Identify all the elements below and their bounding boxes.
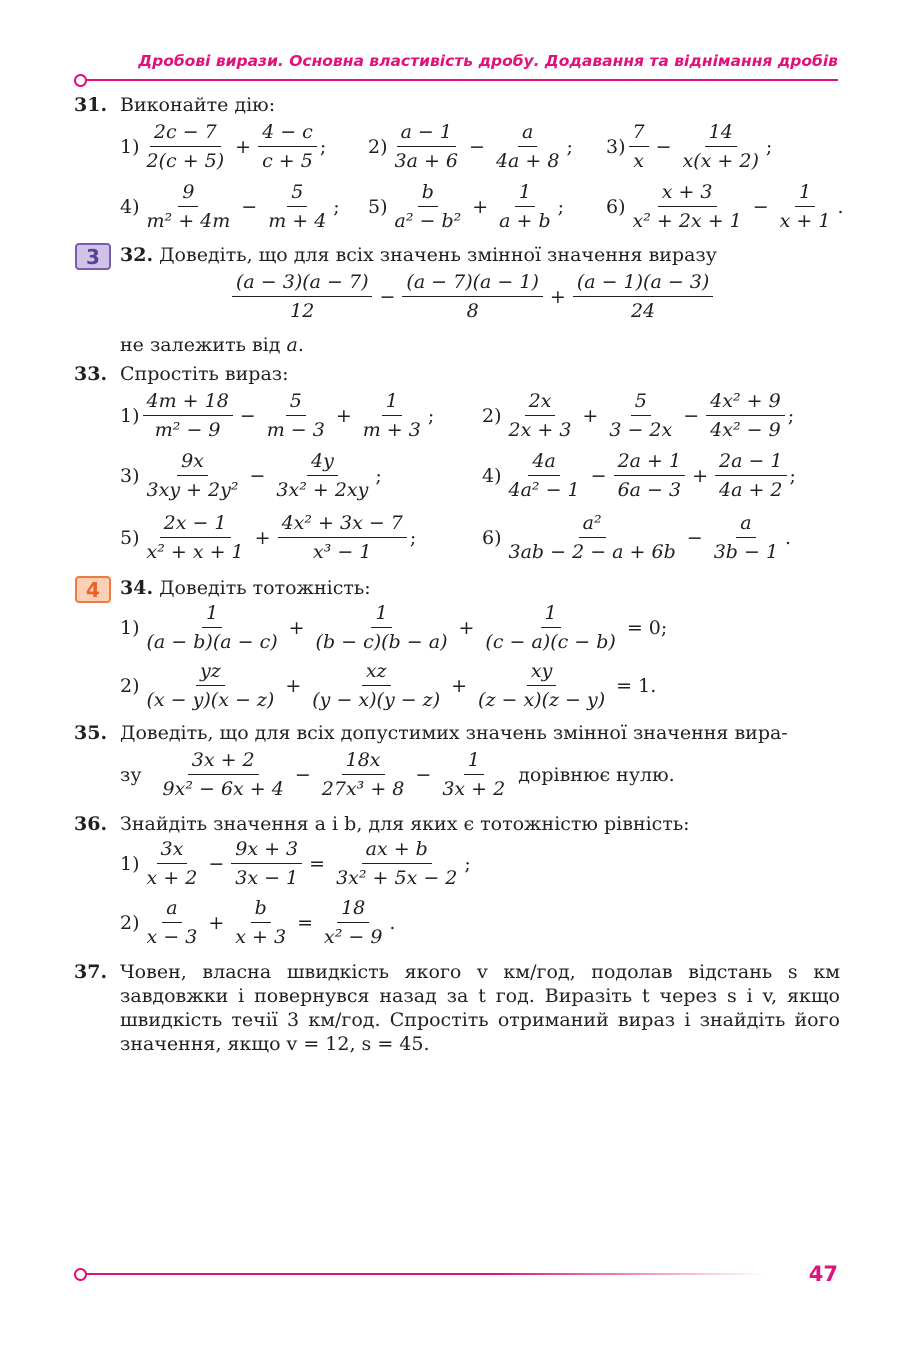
- problem-number: 32.: [120, 244, 154, 266]
- difficulty-level-badge: 4: [75, 576, 111, 603]
- exercise-item: 1) 2c − 7 2(c + 5) + $\frac{4 - c}{c + 5}$ ;: [120, 121, 327, 172]
- running-header: Дробові вирази. Основна властивість дробу. Додавання та віднімання дробів: [138, 52, 838, 70]
- exercise-expression: зу 3x + 2 9x² − 6x + 4 − $\frac{18x}{\text{27x³ + 8}}$ − $\frac{1}{3x + 2}$ дорівнює нулю.: [120, 749, 675, 800]
- exercise-item: 2) yz (x − y)(x − z) + $\frac{xz}{(y - x)(y - z)}$ + $\frac{xy}{(z - x)(z - y)}$ = 1.: [120, 660, 657, 711]
- problem-number: 37.: [74, 961, 108, 983]
- problem-text: Доведіть тотожність:: [159, 577, 371, 599]
- exercise-expression: (a − 3)(a − 7) 12 − $\frac{(a - 7)(a - 1)}{8}$ + $\frac{(a - 1)(a - 3)}{24}$: [229, 270, 716, 323]
- exercise-item: 1) 4m + 18 m² − 9 − $\frac{5}{m - 3}$ + $\frac{1}{m + 3}$ ;: [120, 390, 435, 441]
- exercise-item: 1) 1 (a − b)(a − c) + $\frac{1}{(b - c)(b - a)}$ + $\frac{1}{(c - a)(c - b)}$ = 0;: [120, 602, 668, 653]
- problem-text: Знайдіть значення a і b, для яких є тотожністю рівність:: [120, 813, 690, 835]
- problem-text: Спростіть вираз:: [120, 363, 289, 385]
- exercise-item: 5) b a² − b² + $\frac{1}{a + b}$ ;: [368, 181, 565, 232]
- page-number: 47: [808, 1262, 838, 1286]
- exercise-item: 4) 9 m² + 4m − $\frac{5}{m + 4}$ ;: [120, 181, 340, 232]
- exercise-item: 2) a − 1 3a + 6 − $\frac{a}{4a + 8}$ ;: [368, 121, 573, 172]
- problem-number: 34.: [120, 577, 154, 599]
- problem-number: 31.: [74, 94, 108, 116]
- problem-text: Доведіть, що для всіх значень змінної значення виразу: [159, 244, 717, 266]
- exercise-item: 2) 2x 2x + 3 + $\frac{5}{3 - 2x}$ − $\frac{\text{4x² + 9}}{\text{4x² − 9}}$ ;: [482, 390, 795, 441]
- header-rule: [86, 79, 838, 81]
- exercise-item: 6) a² 3ab − 2 − a + 6b − $\frac{a}{3b - 1}$ .: [482, 512, 792, 563]
- problem-text: Виконайте дію:: [120, 94, 276, 116]
- exercise-item: 1) 3x x + 2 − $\frac{9x + 3}{3x - 1}$ = $\frac{ax + b}{\text{3x² + 5x − 2}}$ ;: [120, 838, 471, 889]
- problem-number: 35.: [74, 722, 108, 744]
- problem-number: 36.: [74, 813, 108, 835]
- difficulty-level-badge: 3: [75, 243, 111, 270]
- problem-text: Доведіть, що для всіх допустимих значень змінної значення вира-: [120, 722, 788, 744]
- footer-rule: [86, 1273, 766, 1275]
- problem-text: Човен, власна швидкість якого v км/год, подолав відстань s км завдовжки і повернувся назад за t год. Виразіть t через s і v, якщо швидкість течії 3 км/год. Спростіть отриманий вираз і знайдіть його значення, якщо v = 12, s = 45.: [120, 961, 840, 1055]
- exercise-item: 3) 9x 3xy + 2y² − $\frac{4y}{\text{3x² + 2xy}}$ ;: [120, 450, 382, 501]
- exercise-item: 2) a x − 3 + $\frac{b}{x + 3}$ = $\frac{18}{\text{x² − 9}}$ .: [120, 897, 396, 948]
- exercise-item: 6) x + 3 x² + 2x + 1 − $\frac{1}{x + 1}$ .: [606, 181, 844, 232]
- exercise-item: 4) 4a 4a² − 1 − $\frac{2a + 1}{6a - 3}$ + $\frac{2a - 1}{4a + 2}$ ;: [482, 450, 796, 501]
- exercise-item: 5) 2x − 1 x² + x + 1 + $\frac{\text{4x² + 3x − 7}}{\text{x³ − 1}}$ ;: [120, 512, 417, 563]
- problem-text: не залежить від: [120, 334, 281, 356]
- problem-number: 33.: [74, 363, 108, 385]
- exercise-item: 3) 7 x − $\frac{14}{x(x + 2)}$ ;: [606, 121, 773, 172]
